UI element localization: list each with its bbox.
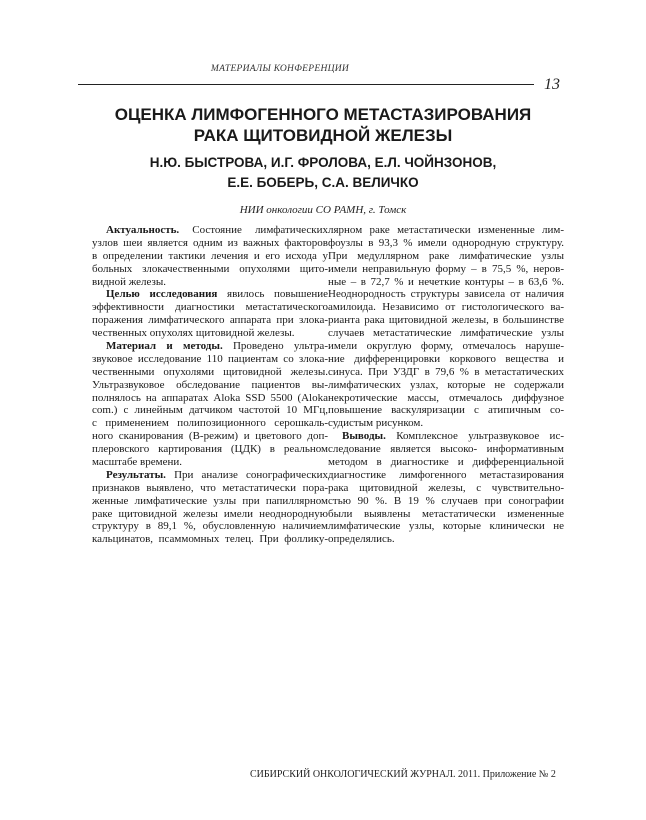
text-content: лярном раке метастатически измененные лим- — [328, 224, 564, 236]
text-content: явилось повышение — [217, 288, 328, 301]
section-lead: Результаты. — [106, 468, 166, 481]
text-line — [92, 417, 328, 430]
text-content: поражения лимфатического аппарата при злока- — [92, 314, 328, 327]
section-lead: Выводы. — [342, 430, 386, 443]
text-content: диагностике лимфогенного метастазирования — [328, 468, 564, 481]
text-line — [328, 276, 564, 289]
text-line — [328, 237, 564, 250]
text-content: ного сканирования (В-режим) и цветового доп- — [92, 430, 328, 443]
text-line — [328, 379, 564, 392]
text-line — [92, 327, 328, 340]
section-lead: Материал и методы. — [106, 340, 223, 353]
text-line — [328, 430, 564, 443]
text-content: чественных опухолях щитовидной железы. — [92, 327, 295, 340]
text-content: видной железы. — [92, 275, 167, 288]
section-lead: Целью исследования — [106, 288, 218, 301]
article-authors — [80, 153, 566, 193]
text-line — [92, 379, 328, 392]
text-line — [92, 250, 328, 263]
text-content: методом в диагностике и дифференциальной — [328, 456, 564, 469]
text-content: звуковое исследование 110 пациентам со злока- — [92, 352, 328, 365]
text-line — [328, 495, 564, 508]
text-line — [92, 263, 328, 276]
text-content: были выявлены метастатически измененные — [328, 507, 564, 520]
text-content: фоузлы в 93,3 % имели однородную структуру. — [328, 236, 564, 249]
running-head: МАТЕРИАЛЫ КОНФЕРЕНЦИИ — [210, 64, 350, 74]
text-content: имели неправильную форму – в 75,5 %, неров- — [328, 262, 564, 275]
title-line: РАКА ЩИТОВИДНОЙ ЖЕЛЕЗЫ — [193, 126, 453, 145]
text-content: рианта рака щитовидной железы, в большинстве — [328, 314, 564, 327]
text-line — [92, 495, 328, 508]
text-line — [328, 404, 564, 417]
text-content: Ультразвуковое обследование пациентов вы- — [92, 378, 328, 391]
text-line — [92, 482, 328, 495]
text-content: в определении тактики лечения и его исхода у — [92, 249, 328, 262]
text-content: имели округлую форму, отмечалось наруше- — [328, 340, 564, 353]
text-line — [92, 404, 328, 417]
text-line — [328, 288, 564, 301]
text-content: судистым рисунком. — [328, 417, 424, 430]
article-title — [80, 104, 566, 146]
text-line — [92, 288, 328, 301]
header-rule — [78, 84, 534, 85]
text-line — [328, 263, 564, 276]
text-line — [328, 250, 564, 263]
text-content: раке щитовидной железы имели неоднородную — [92, 507, 328, 520]
text-line — [328, 533, 564, 546]
affiliation: НИИ онкологии СО РАМН, г. Томск — [239, 204, 407, 216]
text-line — [328, 366, 564, 379]
text-content: полнялось на аппаратах Aloka SSD 5500 (Aloka — [92, 391, 328, 404]
text-line — [92, 314, 328, 327]
text-content: больных злокачественными опухолями щито- — [92, 262, 328, 275]
text-line — [92, 301, 328, 314]
text-content: некротические массы, отмечалось диффузное — [328, 391, 564, 404]
text-content: структуру в 89,1 %, обусловленную наличием — [92, 520, 328, 533]
text-line — [92, 520, 328, 533]
text-content: определялись. — [328, 533, 395, 546]
text-line — [328, 469, 564, 482]
text-line — [328, 224, 564, 237]
text-line — [92, 469, 328, 482]
left-column — [92, 224, 328, 546]
text-line — [328, 392, 564, 405]
text-line — [92, 237, 328, 250]
text-content: с применением полипозиционного серошкаль- — [92, 417, 328, 430]
text-content: женные лимфатические узлы при папиллярном — [92, 494, 328, 507]
text-content: чественными опухолями щитовидной железы. — [92, 365, 328, 378]
text-content: ние дифференцировки коркового вещества и — [328, 352, 564, 365]
text-content: Состояние лимфатических — [179, 224, 328, 236]
text-content: плеровского картирования (ЦДК) в реальном — [92, 443, 328, 456]
text-content: Неоднородность структуры зависела от наличия — [328, 288, 564, 301]
text-line — [328, 482, 564, 495]
text-line — [328, 301, 564, 314]
text-line — [328, 417, 564, 430]
text-line — [328, 314, 564, 327]
text-content: Проведено ультра- — [222, 340, 328, 353]
text-line — [328, 508, 564, 521]
text-content: Комплексное ультразвуковое ис- — [385, 430, 564, 443]
text-content: стью 90 %. В 19 % случаев при сонографии — [328, 494, 564, 507]
text-content: При медуллярном раке лимфатические узлы — [328, 249, 564, 262]
text-line — [328, 327, 564, 340]
text-line — [92, 340, 328, 353]
text-content: ные – в 72,7 % и нечеткие контуры – в 63,6 %. — [328, 275, 564, 288]
text-content: повышение васкуляризации с атипичным со- — [328, 404, 564, 417]
text-content: com.) с линейным датчиком частотой 10 МГц, — [92, 404, 328, 417]
text-line — [92, 456, 328, 469]
text-content: масштабе времени. — [92, 456, 182, 469]
text-line — [328, 456, 564, 469]
text-content: лимфатические узлы, которые клинически не — [328, 520, 564, 533]
text-content: синуса. При УЗДГ в 79,6 % в метастатических — [328, 365, 564, 378]
text-line — [328, 340, 564, 353]
title-line: ОЦЕНКА ЛИМФОГЕННОГО МЕТАСТАЗИРОВАНИЯ — [114, 105, 532, 124]
text-content: узлов шеи является одним из важных факторов — [92, 236, 328, 249]
text-line — [92, 508, 328, 521]
text-content: При анализе сонографических — [165, 468, 328, 481]
text-line — [92, 224, 328, 237]
text-content: кальцинатов, псаммомных телец. При фоллику- — [92, 533, 328, 546]
text-line — [92, 392, 328, 405]
text-line — [328, 353, 564, 366]
page-number: 13 — [544, 76, 560, 93]
text-line — [92, 353, 328, 366]
text-content: лимфатических узлах, которые не содержали — [328, 378, 564, 391]
text-content: эффективности диагностики метастатического — [92, 301, 328, 314]
right-column — [328, 224, 564, 546]
text-line — [328, 520, 564, 533]
authors-line: Н.Ю. БЫСТРОВА, И.Г. ФРОЛОВА, Е.Л. ЧОЙНЗОНОВ, — [149, 155, 497, 170]
text-content: признаков выявлено, что метастатически пора- — [92, 481, 328, 494]
text-content: следование является высоко- информативным — [328, 443, 564, 456]
text-line — [92, 443, 328, 456]
text-line — [328, 443, 564, 456]
text-line — [92, 276, 328, 289]
section-lead: Актуальность. — [106, 224, 180, 236]
text-line — [92, 430, 328, 443]
text-content: случаев метастатические лимфатические узлы — [328, 327, 564, 340]
text-line — [92, 533, 328, 546]
journal-footer: СИБИРСКИЙ ОНКОЛОГИЧЕСКИЙ ЖУРНАЛ. 2011. Приложение № 2 — [250, 769, 556, 780]
text-content: амилоида. Независимо от гистологического ва- — [328, 301, 564, 314]
authors-line: Е.Е. БОБЕРЬ, С.А. ВЕЛИЧКО — [227, 175, 419, 190]
text-line — [92, 366, 328, 379]
text-content: рака щитовидной железы, с чувствительно- — [328, 481, 564, 494]
